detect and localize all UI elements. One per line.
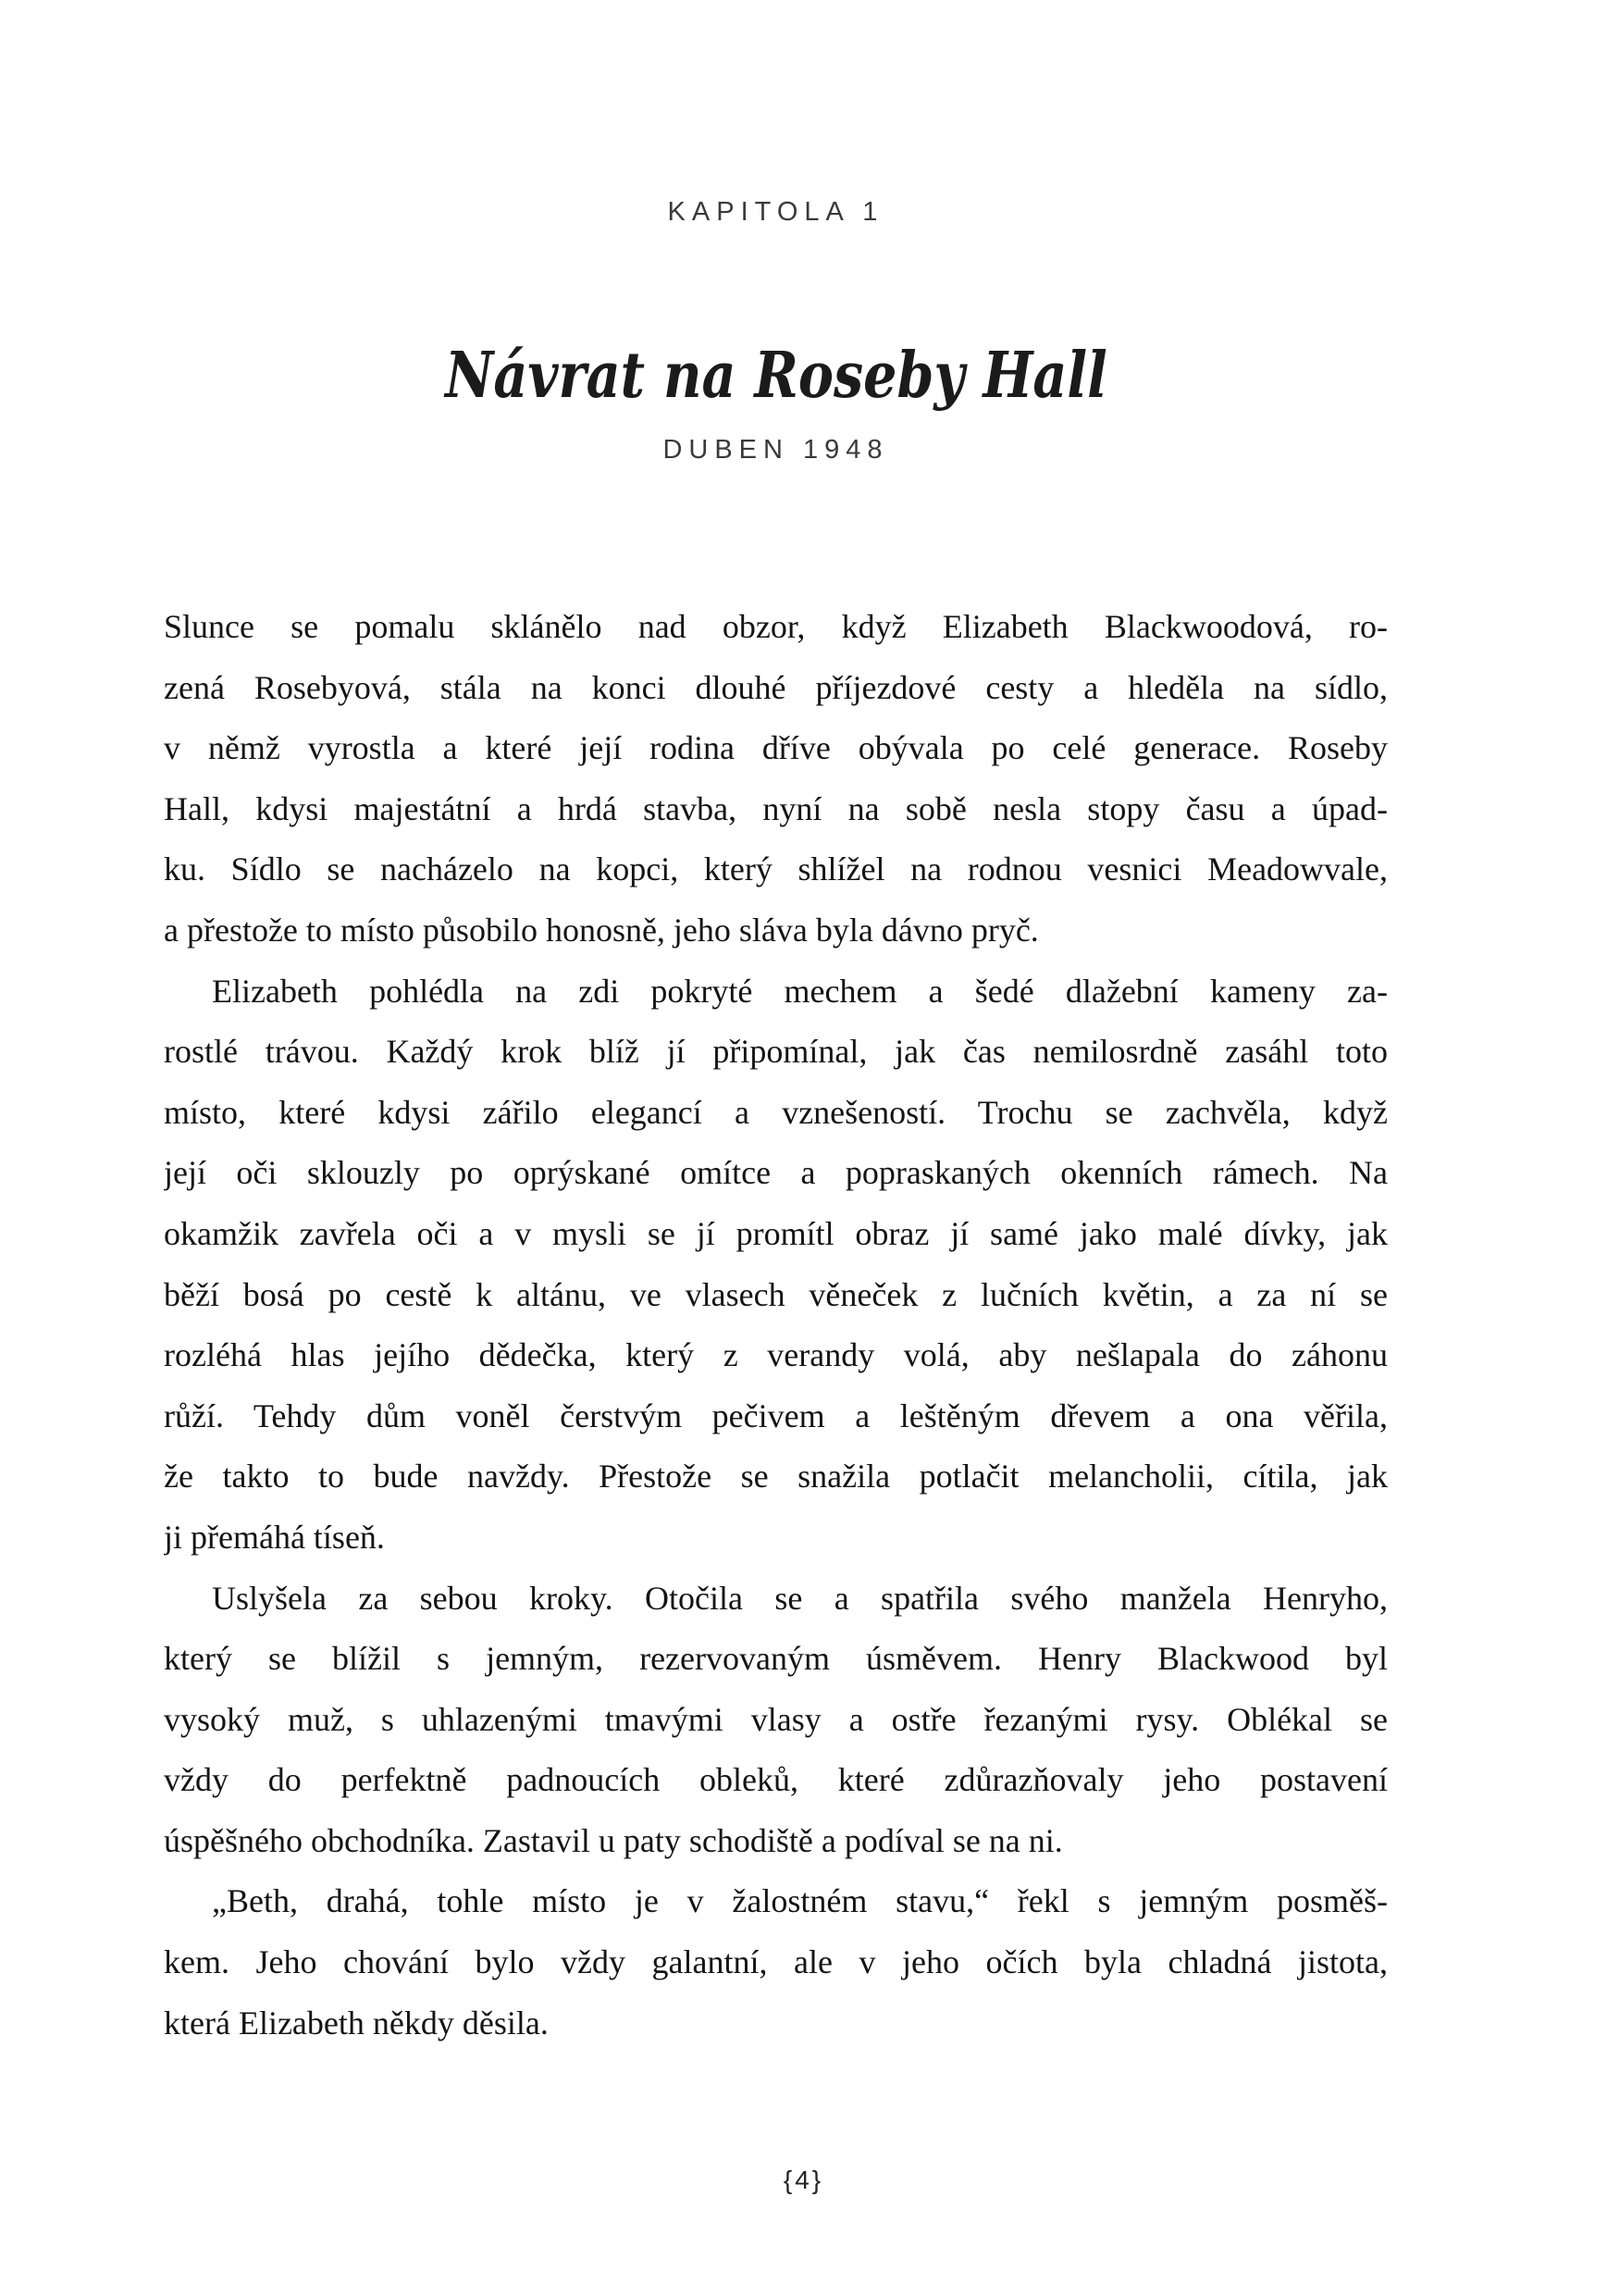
text-line: Hall, kdysi majestátní a hrdá stavba, nyní na sobě nesla stopy času a úpad- <box>164 789 1388 827</box>
text-line: Uslyšela za sebou kroky. Otočila se a spatřila svého manžela Henryho, <box>212 1579 1388 1617</box>
paragraph <box>164 597 1388 962</box>
chapter-subtitle-date: DUBEN 1948 <box>662 435 889 465</box>
text-line: okamžik zavřela oči a v mysli se jí promítl obraz jí samé jako malé dívky, jak <box>164 1214 1388 1252</box>
text-line: v němž vyrostla a které její rodina dříve obývala po celé generace. Roseby <box>164 729 1388 767</box>
text-line: kem. Jeho chování bylo vždy galantní, ale v jeho očích byla chladná jistota, <box>164 1943 1388 1981</box>
text-line: její oči sklouzly po oprýskané omítce a popraskaných okenních rámech. Na <box>164 1154 1388 1192</box>
text-line: že takto to bude navždy. Přestože se snažila potlačit melancholii, cítila, jak <box>164 1458 1388 1496</box>
text-line: místo, které kdysi zářilo elegancí a vznešeností. Trochu se zachvěla, když <box>164 1093 1388 1131</box>
text-line: a přestože to místo působilo honosně, jeho sláva byla dávno pryč. <box>164 911 1039 949</box>
text-line: vždy do perfektně padnoucích obleků, které zdůrazňovaly jeho postavení <box>164 1761 1388 1799</box>
text-line: zená Rosebyová, stála na konci dlouhé příjezdové cesty a hleděla na sídlo, <box>164 668 1388 706</box>
text-line: Elizabeth pohlédla na zdi pokryté mechem a šedé dlažební kameny za- <box>212 972 1388 1010</box>
paragraph <box>164 962 1388 1569</box>
text-line: „Beth, drahá, tohle místo je v žalostném stavu,“ řekl s jemným posměš- <box>212 1882 1388 1920</box>
page-number: {4} <box>783 2166 824 2194</box>
text-line: úspěšného obchodníka. Zastavil u paty schodiště a podíval se na ni. <box>164 1821 1063 1859</box>
text-line: růží. Tehdy dům voněl čerstvým pečivem a leštěným dřevem a ona věřila, <box>164 1396 1388 1434</box>
paragraph <box>164 1569 1388 1872</box>
chapter-title: Návrat na Roseby Hall <box>444 339 1107 413</box>
text-line: která Elizabeth někdy děsila. <box>164 2004 549 2042</box>
text-line: rozléhá hlas jejího dědečka, který z verandy volá, aby nešlapala do záhonu <box>164 1336 1388 1374</box>
chapter-kicker: KAPITOLA 1 <box>667 197 884 227</box>
text-line: Slunce se pomalu sklánělo nad obzor, když Elizabeth Blackwoodová, ro- <box>164 608 1388 645</box>
body-text <box>164 597 1388 2054</box>
text-line: ku. Sídlo se nacházelo na kopci, který shlížel na rodnou vesnici Meadowvale, <box>164 850 1388 888</box>
text-line: ji přemáhá tíseň. <box>164 1518 385 1556</box>
text-line: rostlé trávou. Každý krok blíž jí připomínal, jak čas nemilosrdně zasáhl toto <box>164 1033 1388 1071</box>
text-line: vysoký muž, s uhlazenými tmavými vlasy a ostře řezanými rysy. Oblékal se <box>164 1700 1388 1738</box>
paragraph <box>164 1871 1388 2054</box>
chapter-title-wrap <box>164 339 1388 413</box>
text-line: běží bosá po cestě k altánu, ve vlasech věneček z lučních květin, a za ní se <box>164 1275 1388 1313</box>
text-line: který se blížil s jemným, rezervovaným úsměvem. Henry Blackwood byl <box>164 1640 1388 1678</box>
